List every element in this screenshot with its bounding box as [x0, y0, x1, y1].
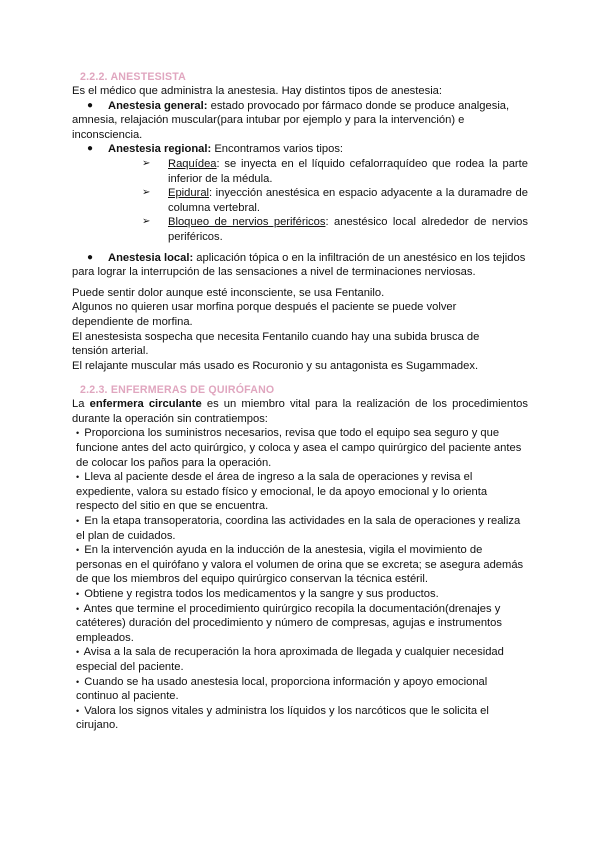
- arrow-bullet-icon: ➢: [142, 216, 151, 228]
- bullet-icon: •: [76, 705, 80, 716]
- duty-item: • Avisa a la sala de recuperación la hora aproximada de llegada y cualquier necesidad especial del paciente.: [76, 646, 504, 673]
- duty-item: • En la etapa transoperatoria, coordina las actividades en la sala de operaciones y realiza el plan de cuidados.: [76, 515, 521, 542]
- anestesia-general-cont: amnesia, relajación muscular(para intubar por ejemplo y para la intervención) e inconsciencia.: [72, 114, 465, 141]
- anestesia-intro: Es el médico que administra la anestesia. Hay distintos tipos de anestesia:: [72, 85, 443, 97]
- duty-item: • Cuando se ha usado anestesia local, proporciona información y apoyo emocional continuo al paciente.: [76, 675, 488, 703]
- bullet-icon: ●: [87, 99, 94, 111]
- arrow-bullet-icon: ➢: [142, 187, 151, 199]
- duty-item: • Obtiene y registra todos los medicamentos y la sangre y sus productos.: [76, 588, 439, 600]
- duty-item: • Valora los signos vitales y administra los líquidos y los narcóticos que le solicita el cirujano.: [76, 704, 489, 732]
- section-heading-enfermeras: 2.2.3. ENFERMERAS DE QUIRÓFANO: [80, 384, 275, 397]
- duty-item: • Antes que termine el procedimiento quirúrgico recopila la documentación(drenajes y catéteres) duración del procedimiento y número de compresas, agujas e instrumentos empleados.: [76, 602, 502, 644]
- paragraph-morfina: Algunos no quieren usar morfina porque después el paciente se puede volver dependiente de morfina.: [72, 301, 457, 328]
- paragraph-fentanilo: Puede sentir dolor aunque esté inconsciente, se usa Fentanilo.: [72, 286, 385, 299]
- anestesia-local-term: Anestesia local:: [108, 251, 194, 264]
- duties-list: [72, 426, 528, 732]
- arrow-bullet-icon: ➢: [142, 157, 151, 169]
- enfermera-circulante-intro: La enfermera circulante es un miembro vital para la realización de los procedimientos durante la operación sin contratiempos:: [72, 398, 528, 425]
- epidural-item: ➢ Epidural: inyección anestésica en espacio adyacente a la duramadre de columna vertebral.: [142, 187, 528, 214]
- document-content: [72, 70, 528, 733]
- anestesia-local-item: ● Anestesia local: aplicación tópica o en la infiltración de un anestésico en los tejidos para lograr la interrupción de las sensaciones a nivel de terminaciones nerviosas.: [72, 251, 528, 280]
- duty-item: • Proporciona los suministros necesarios, revisa que todo el equipo sea seguro y que funcione antes del acto quirúrgico, y coloca y asea el campo quirúrgico del paciente antes de colocar los paños para la operación.: [76, 427, 522, 469]
- anestesia-regional-item: ● Anestesia regional: Encontramos varios tipos: ➢ Raquídea: se inyecta en el líquido cefalorraquídeo que rodea la parte inferior de la médula. ➢ Epidural: inyección anestésica en espacio adyacente a la duramadre de columna vertebral. ➢ Bloqueo de nervios periféricos: anestésico local alrededor de nervios periféricos.: [87, 143, 528, 243]
- regional-subtypes-list: [108, 157, 528, 245]
- paragraph-tension: El anestesista sospecha que necesita Fentanilo cuando hay una subida brusca de tensión arterial.: [72, 330, 480, 358]
- section-heading-anestesista: 2.2.2. ANESTESISTA: [80, 71, 187, 83]
- bullet-icon: ●: [87, 143, 94, 155]
- raquidea-item: ➢ Raquídea: se inyecta en el líquido cefalorraquídeo que rodea la parte inferior de la médula.: [142, 157, 528, 185]
- anestesia-general-term: Anestesia general:: [108, 99, 208, 112]
- bullet-icon: •: [76, 676, 80, 687]
- bullet-icon: •: [76, 472, 80, 483]
- bullet-icon: •: [76, 428, 80, 439]
- bullet-icon: •: [76, 589, 80, 599]
- anestesia-regional-term: Anestesia regional:: [108, 143, 212, 156]
- bullet-icon: •: [76, 603, 80, 614]
- anestesia-general-item: ● Anestesia general: estado provocado por fármaco donde se produce analgesia, amnesia, relajación muscular(para intubar por ejemplo y para la intervención) e inconsciencia.: [72, 99, 528, 143]
- duty-item: • Lleva al paciente desde el área de ingreso a la sala de operaciones y revisa el expediente, valora su estado físico y emocional, le da apoyo emocional y lo orienta respecto del sitio en que se encuentra.: [76, 471, 488, 513]
- paragraph-relajante: El relajante muscular más usado es Rocuronio y su antagonista es Sugammadex.: [72, 359, 479, 372]
- enfermera-circulante-term: enfermera circulante: [89, 398, 202, 411]
- anestesia-types-list: [72, 99, 528, 280]
- bloqueo-item: ➢ Bloqueo de nervios periféricos: anestésico local alrededor de nervios periféricos.: [142, 216, 528, 243]
- bullet-icon: •: [76, 545, 80, 556]
- bullet-icon: ●: [87, 251, 94, 263]
- anestesia-local-cont: para lograr la interrupción de las sensaciones a nivel de terminaciones nerviosas.: [72, 266, 476, 279]
- bullet-icon: •: [76, 647, 80, 658]
- bullet-icon: •: [76, 516, 80, 527]
- duty-item: • En la intervención ayuda en la inducción de la anestesia, vigila el movimiento de personas en el quirófano y valora el volumen de orina que se excreta; se asegura además de que los miembros del equipo quirúrgico conservan la técnica estéril.: [76, 544, 524, 586]
